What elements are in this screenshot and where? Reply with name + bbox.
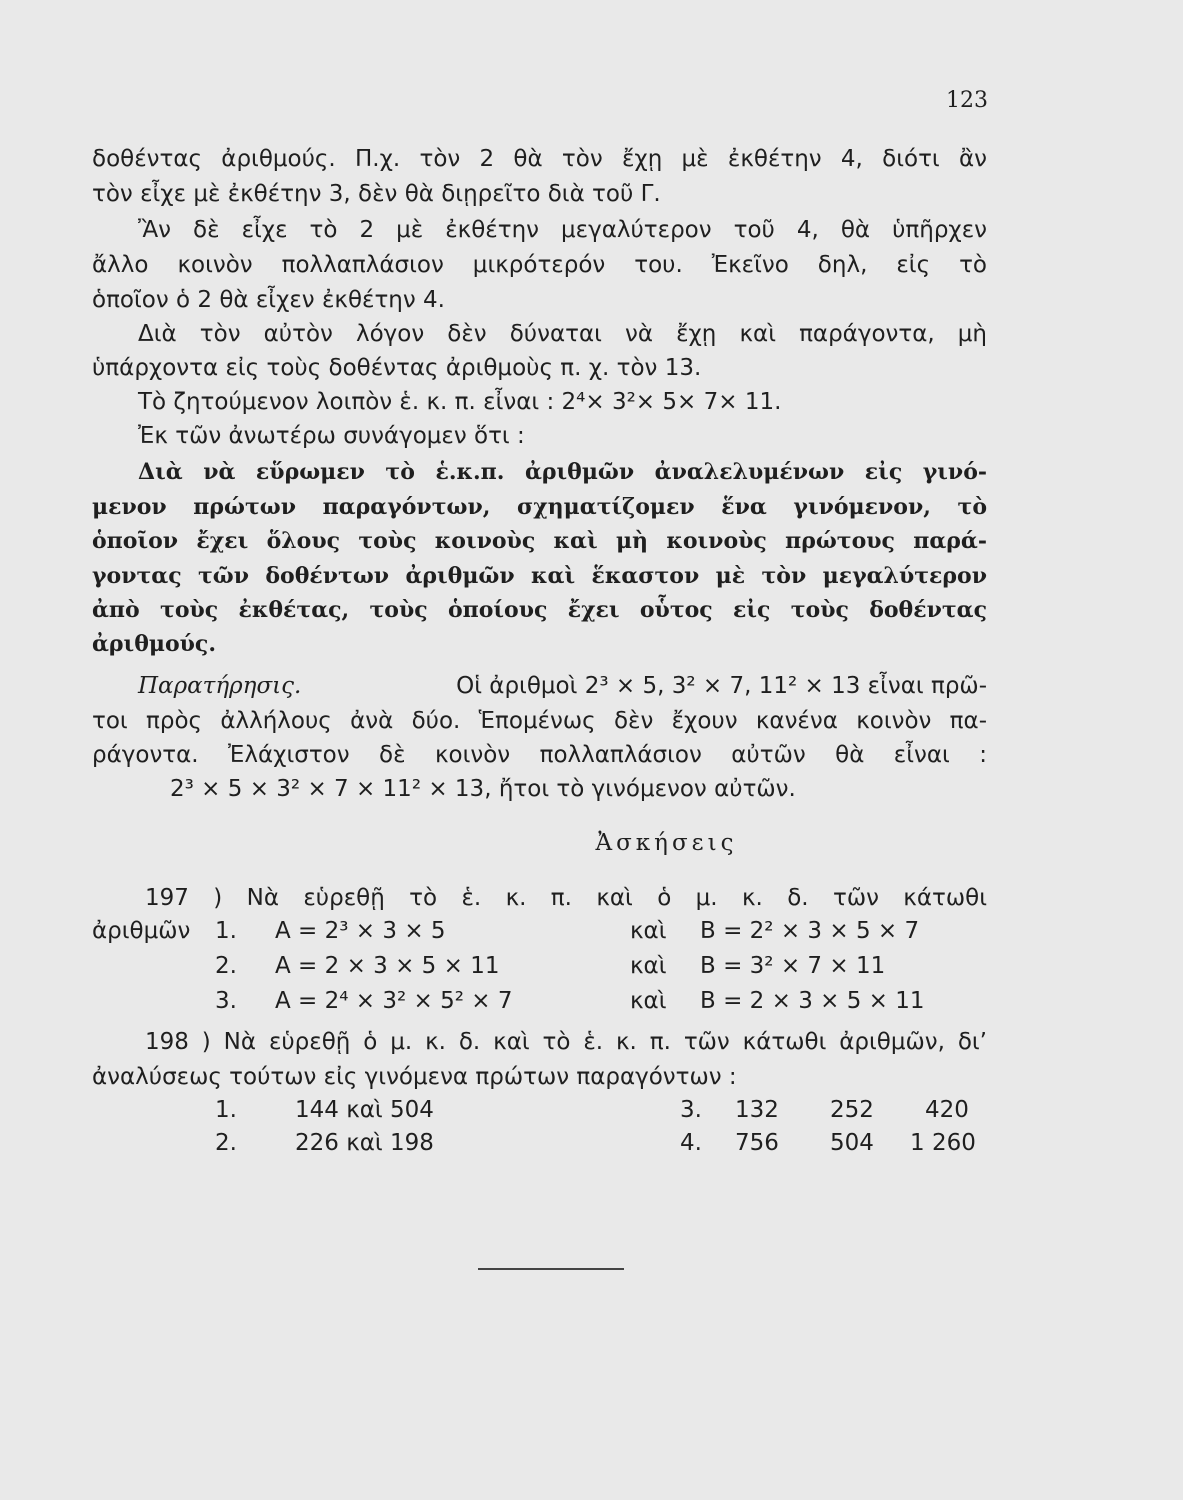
body-line-5: ὁποῖον ὁ 2 θὰ εἶχεν ἐκθέτην 4. [92, 287, 445, 313]
ex197-line-1: 197 ) Νὰ εὑρεθῇ τὸ ἑ. κ. π. καὶ ὁ μ. κ. δ. τῶν κάτωθι [145, 885, 987, 911]
ex198-row1-pair: 144 καὶ 504 [295, 1097, 434, 1123]
ex198-row1-num: 1. [215, 1097, 237, 1123]
ex198-line-1: 198 ) Νὰ εὑρεθῇ ὁ μ. κ. δ. καὶ τὸ ἑ. κ. π. τῶν κάτωθι ἀριθμῶν, δι’ [145, 1029, 987, 1055]
body-line-1: δοθέντας ἀριθμούς. Π.χ. τὸν 2 θὰ τὸν ἔχῃ μὲ ἐκθέτην 4, διότι ἂν [92, 146, 987, 172]
body-line-4: ἄλλο κοινὸν πολλαπλάσιον μικρότερόν του. Ἐκεῖνο δηλ, εἰς τὸ [92, 252, 987, 278]
rule-line-3: ὁποῖον ἔχει ὅλους τοὺς κοινοὺς καὶ μὴ κοινοὺς πρώτους παρά- [92, 528, 987, 554]
ex197-row2-b: Β = 3² × 7 × 11 [700, 953, 886, 979]
ex198-row2-pair: 226 καὶ 198 [295, 1130, 434, 1156]
ex198-row1-num2: 3. [680, 1097, 702, 1123]
ex198-row2-num2: 4. [680, 1130, 702, 1156]
remark-line-1-text: Οἱ ἀριθμοὶ 2³ × 5, 3² × 7, 11² × 13 εἶναι πρῶ- [456, 673, 987, 699]
ex197-row3-b: Β = 2 × 3 × 5 × 11 [700, 988, 925, 1014]
ex197-row1-num: 1. [215, 918, 237, 944]
ex197-row2-num: 2. [215, 953, 237, 979]
body-line-7: ὑπάρχοντα εἰς τοὺς δοθέντας ἀριθμοὺς π. χ. τὸν 13. [92, 355, 702, 381]
ex198-row2-b: 504 [830, 1130, 874, 1156]
section-divider [478, 1268, 624, 1270]
page-number: 123 [946, 88, 988, 113]
ex197-row3-a: Α = 2⁴ × 3² × 5² × 7 [275, 988, 513, 1014]
ex198-row1-a: 132 [735, 1097, 779, 1123]
body-line-2: τὸν εἶχε μὲ ἐκθέτην 3, δὲν θὰ διῃρεῖτο διὰ τοῦ Γ. [92, 181, 661, 207]
rule-line-5: ἀπὸ τοὺς ἐκθέτας, τοὺς ὁποίους ἔχει οὗτος εἰς τοὺς δοθέντας [92, 597, 987, 623]
rule-line-6: ἀριθμούς. [92, 631, 216, 657]
remark-line-1 [138, 672, 987, 700]
exercises-heading: Ἀσκήσεις [595, 830, 738, 856]
ex198-row1-c: 420 [925, 1097, 969, 1123]
body-line-8: Τὸ ζητούμενον λοιπὸν ἑ. κ. π. εἶναι : 2⁴× 3²× 5× 7× 11. [138, 389, 782, 415]
ex197-row1-a: Α = 2³ × 3 × 5 [275, 918, 446, 944]
rule-line-2: μενον πρώτων παραγόντων, σχηματίζομεν ἕνα γινόμενον, τὸ [92, 494, 987, 520]
ex197-row2-kai: καὶ [630, 953, 667, 979]
ex198-line-2: ἀναλύσεως τούτων εἰς γινόμενα πρώτων παραγόντων : [92, 1064, 737, 1090]
rule-line-1: Διὰ νὰ εὕρωμεν τὸ ἑ.κ.π. ἀριθμῶν ἀναλελυμένων εἰς γινό- [138, 459, 987, 485]
body-line-6: Διὰ τὸν αὐτὸν λόγον δὲν δύναται νὰ ἔχῃ καὶ παράγοντα, μὴ [138, 321, 987, 347]
ex197-row3-kai: καὶ [630, 988, 667, 1014]
ex197-row3-num: 3. [215, 988, 237, 1014]
ex197-row1-b: Β = 2² × 3 × 5 × 7 [700, 918, 920, 944]
ex198-row2-c: 1 260 [910, 1130, 976, 1156]
rule-line-4: γοντας τῶν δοθέντων ἀριθμῶν καὶ ἕκαστον μὲ τὸν μεγαλύτερον [92, 563, 987, 589]
ex198-row2-a: 756 [735, 1130, 779, 1156]
ex198-row2-num: 2. [215, 1130, 237, 1156]
ex197-row2-a: Α = 2 × 3 × 5 × 11 [275, 953, 500, 979]
body-line-3: Ἂν δὲ εἶχε τὸ 2 μὲ ἐκθέτην μεγαλύτερον τοῦ 4, θὰ ὑπῆρχεν [138, 217, 987, 243]
remark-label: Παρατήρησις. [138, 673, 302, 699]
ex197-row1-kai: καὶ [630, 918, 667, 944]
ex198-row1-b: 252 [830, 1097, 874, 1123]
remark-line-3: ράγοντα. Ἐλάχιστον δὲ κοινὸν πολλαπλάσιον αὐτῶν θὰ εἶναι : [92, 742, 987, 768]
body-line-9: Ἐκ τῶν ἀνωτέρω συνάγομεν ὅτι : [138, 423, 525, 449]
remark-line-2: τοι πρὸς ἀλλήλους ἀνὰ δύο. Ἑπομένως δὲν ἔχουν κανένα κοινὸν πα- [92, 708, 987, 734]
ex197-word: ἀριθμῶν [92, 918, 191, 944]
remark-line-4: 2³ × 5 × 3² × 7 × 11² × 13, ἤτοι τὸ γινόμενον αὐτῶν. [170, 776, 796, 802]
